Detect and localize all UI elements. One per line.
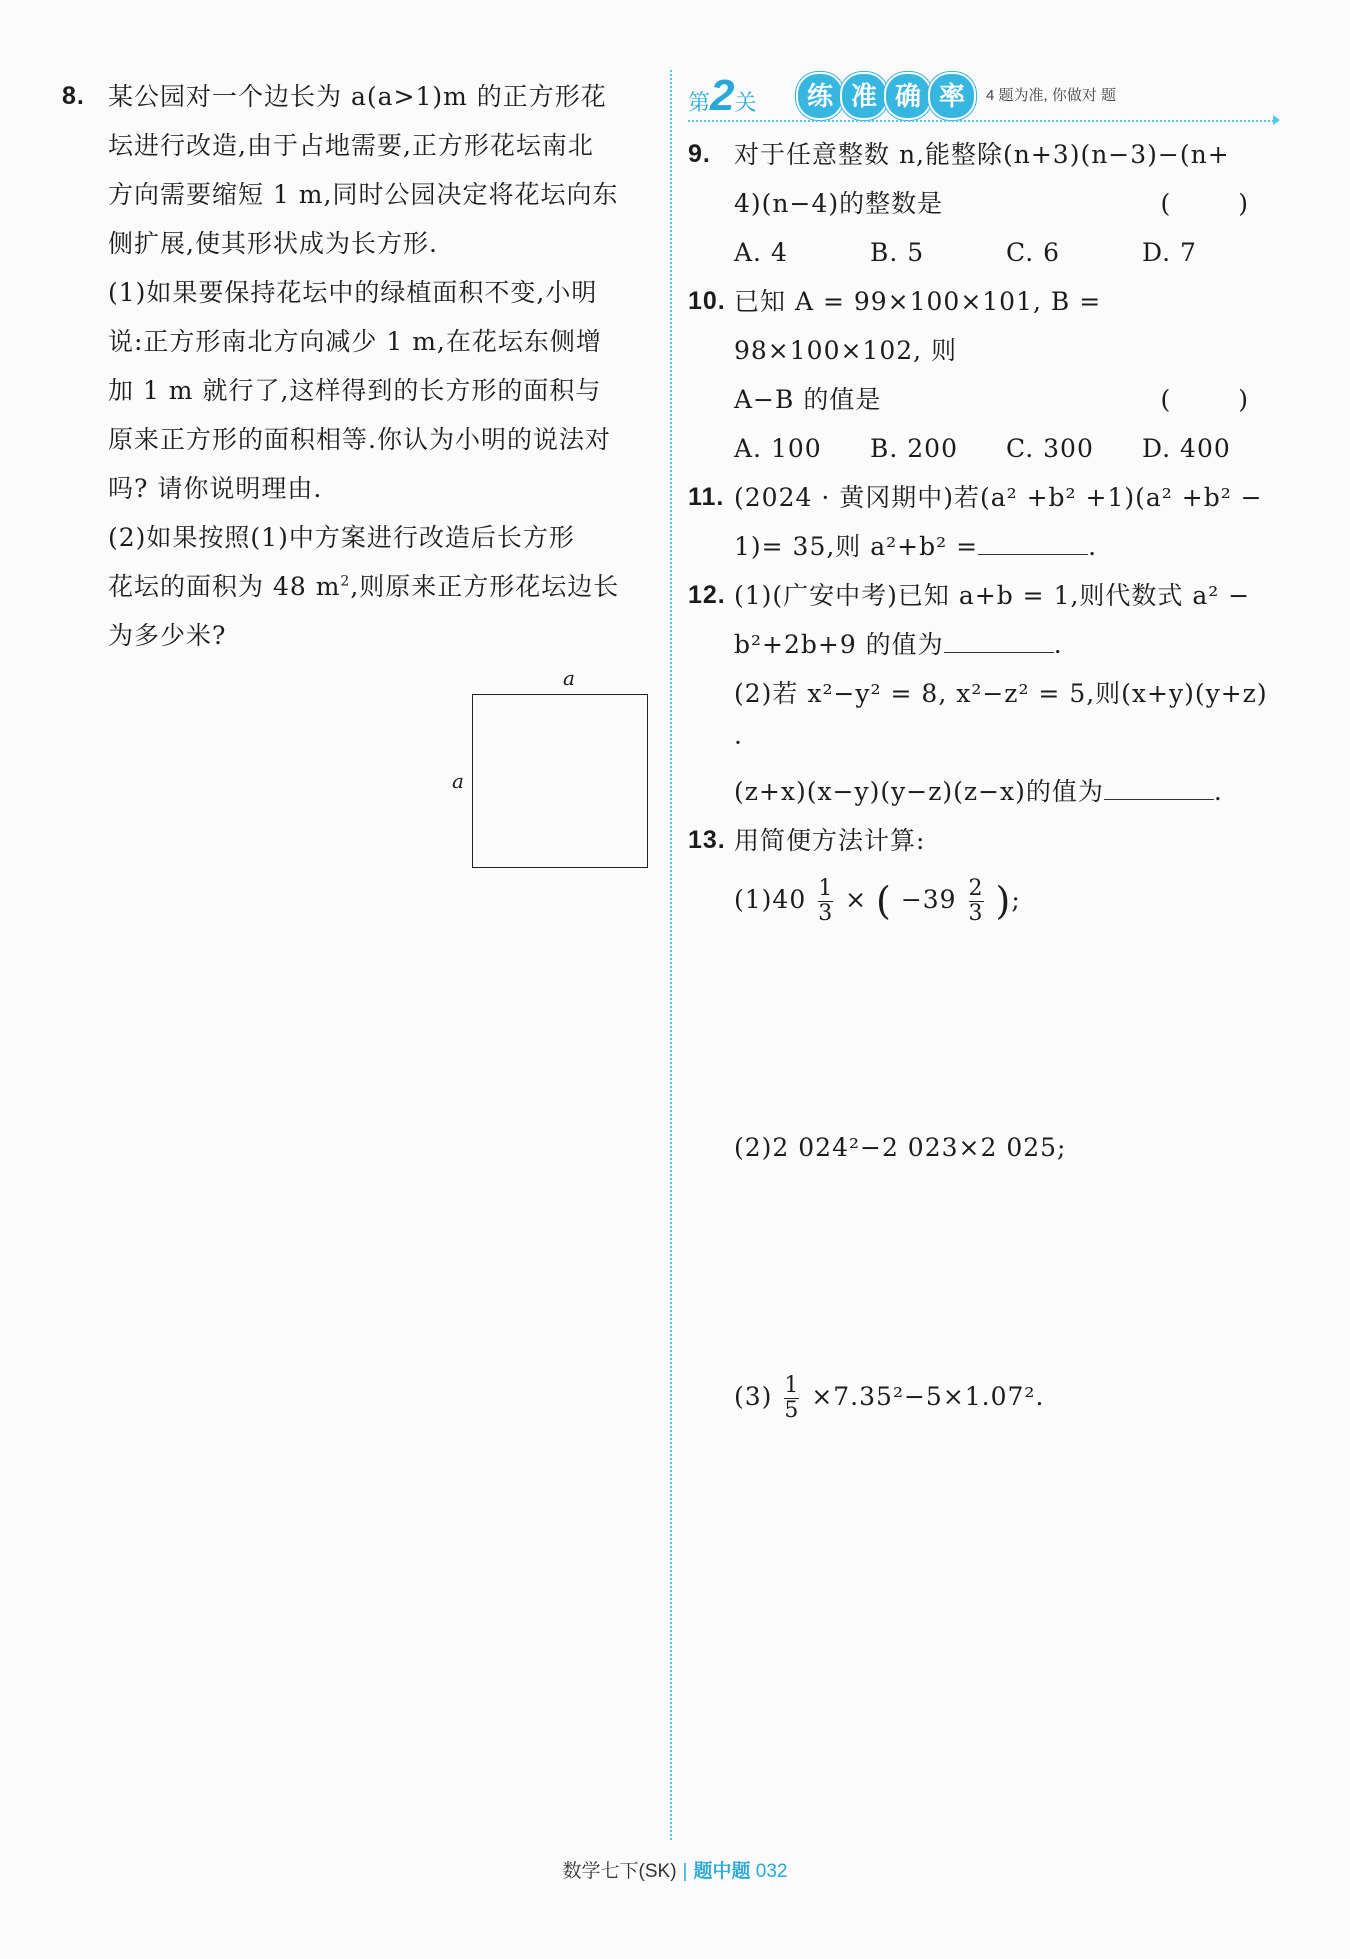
q9-line [734,179,1278,228]
q9-line: 对于任意整数 n,能整除(n+3)(n−3)−(n+ [734,140,1230,169]
score-note: 4 题为准, 你做对 题 [986,87,1117,104]
option-b[interactable]: B. 200 [870,434,958,463]
option-d[interactable]: D. 7 [1142,238,1197,267]
q13-text: ×7.35²−5×1.07². [811,1382,1045,1411]
answer-bracket[interactable]: ( ) [1160,189,1278,218]
level-suffix: 关 [734,90,757,115]
denominator: 3 [818,901,834,926]
numerator: 1 [818,876,834,901]
section-header [688,72,1278,124]
question-11 [688,473,1278,571]
denominator: 3 [968,901,984,926]
q8-part1-line: 加 1 m 就行了,这样得到的长方形的面积与 [108,376,602,405]
q8-text: ,则原来正方形花坛边长 [350,572,620,601]
level-number: 2 [710,71,735,120]
column-divider [670,70,672,1840]
answer-bracket[interactable]: ( ) [1160,385,1278,414]
level-tag [688,71,757,120]
option-c[interactable]: C. 6 [1006,238,1061,267]
book-title: 数学七下(SK) [562,1861,677,1882]
left-paren: ( [876,879,892,923]
q13-text: × [845,885,868,914]
title-char: 准 [840,72,888,120]
question-number: 9. [688,140,711,168]
fraction [818,877,833,926]
question-8 [62,72,652,660]
q13-text: (1)40 [734,885,807,914]
left-column [62,72,652,660]
q10-line [734,375,1278,424]
question-12 [688,571,1278,816]
question-number: 12. [688,581,726,609]
header-rule [688,120,1278,122]
section-title [796,72,972,120]
q13-text: −39 [900,885,957,914]
option-c[interactable]: C. 300 [1006,434,1094,463]
question-number: 11. [688,483,725,511]
q13-text: (3) [734,1382,773,1411]
q8-part2-line: (2)如果按照(1)中方案进行改造后长方形 [108,523,575,552]
question-number: 8. [62,82,85,110]
q13-part3 [734,1372,1278,1423]
q13-text: ; [1011,885,1021,914]
q10-text: A−B 的值是 [734,385,882,414]
footer-separator: | [682,1861,688,1882]
page-number: 032 [755,1861,788,1882]
q8-line: 坛进行改造,由于占地需要,正方形花坛南北 [108,131,594,160]
q11-line: (2024 · 黄冈期中)若(a² +b² +1)(a² +b² − [734,483,1263,512]
page-footer [0,1856,1350,1883]
option-a[interactable]: A. 4 [734,238,788,267]
q13-line: 用简便方法计算: [734,826,926,855]
square-figure [472,694,648,868]
q10-options [688,424,1278,473]
numerator: 2 [968,876,984,901]
q10-line: 已知 A = 99×100×101, B = 98×100×102, 则 [734,287,1102,365]
denominator: 5 [784,1398,800,1423]
q9-options [688,228,1278,277]
fraction [784,1374,799,1423]
title-char: 确 [884,72,932,120]
q11-text: . [1088,532,1098,561]
question-number: 10. [688,287,726,315]
q8-part2-line [108,562,652,611]
level-prefix: 第 [688,90,711,115]
q8-part1-line: 说:正方形南北方向减少 1 m,在花坛东侧增 [108,327,602,356]
q11-line [734,522,1278,571]
square-top-label: a [563,666,575,690]
option-d[interactable]: D. 400 [1142,434,1231,463]
q12-text: . [1053,630,1063,659]
question-9 [688,130,1278,228]
q11-text: 1)= 35,则 a²+b² = [734,532,979,561]
q8-part2-line: 为多少米? [108,621,227,650]
q9-text: 4)(n−4)的整数是 [734,189,944,218]
option-b[interactable]: B. 5 [870,238,925,267]
option-a[interactable]: A. 100 [734,434,822,463]
q8-line: 某公园对一个边长为 a(a>1)m 的正方形花 [108,82,607,111]
q12-line: (1)(广安中考)已知 a+b = 1,则代数式 a² − [734,581,1251,610]
q8-line: 侧扩展,使其形状成为长方形. [108,229,438,258]
q12-line [734,767,1278,816]
q12-line [734,620,1278,669]
q8-line: 方向需要缩短 1 m,同时公园决定将花坛向东 [108,180,619,209]
q8-part1-line: (1)如果要保持花坛中的绿植面积不变,小明 [108,278,598,307]
q12-text: b²+2b+9 的值为 [734,630,944,659]
title-char: 率 [928,72,976,120]
q13-part1 [734,875,1278,926]
right-paren: ) [995,879,1012,923]
q8-text: 花坛的面积为 48 m [108,572,341,601]
answer-blank[interactable] [944,630,1054,653]
q12-text: (z+x)(x−y)(y−z)(z−x)的值为 [734,777,1104,806]
fraction [969,877,984,926]
q8-part1-line: 原来正方形的面积相等.你认为小明的说法对 [108,425,611,454]
title-char: 练 [796,72,844,120]
question-13 [688,816,1278,1423]
numerator: 1 [784,1373,800,1398]
answer-blank[interactable] [978,532,1088,555]
question-10 [688,277,1278,424]
square-left-label: a [452,769,464,793]
series-brand: 题中题 [693,1861,751,1882]
superscript: 2 [340,573,351,590]
q12-text: . [1213,777,1223,806]
answer-blank[interactable] [1104,777,1214,800]
question-number: 13. [688,826,726,854]
right-column [688,72,1278,1423]
q13-part2: (2)2 024²−2 023×2 025; [734,1133,1067,1162]
q12-line: (2)若 x²−y² = 8, x²−z² = 5,则(x+y)(y+z) · [734,679,1268,757]
q8-part1-line: 吗? 请你说明理由. [108,474,323,503]
